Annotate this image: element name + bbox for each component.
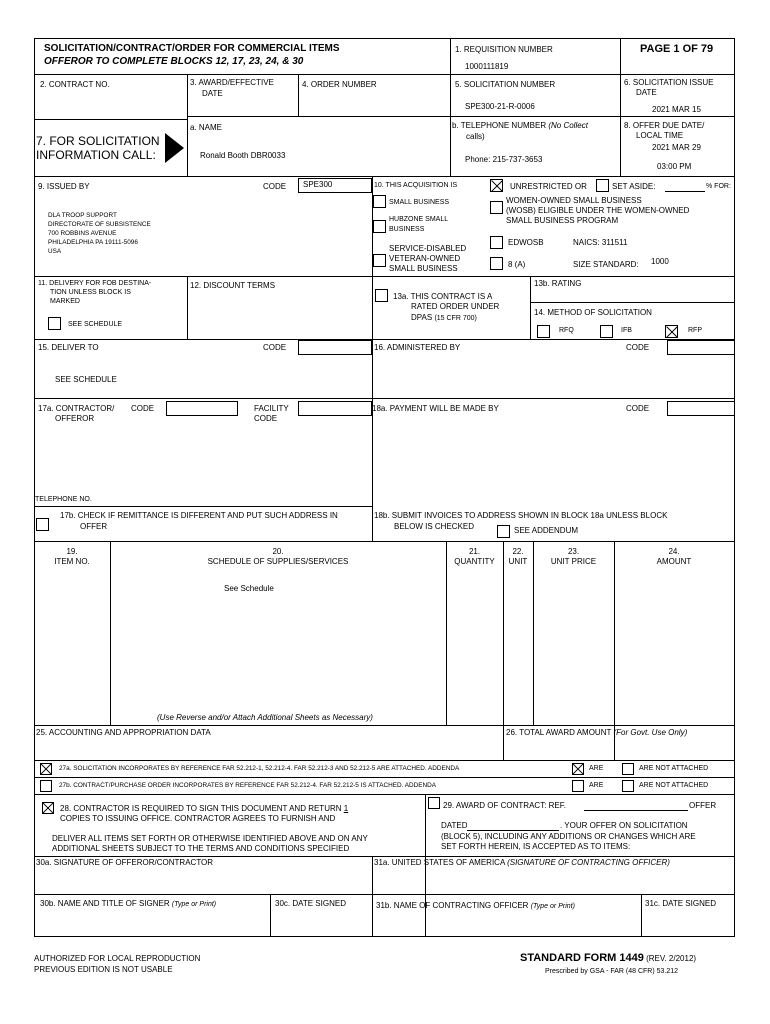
rated-order-label-2: RATED ORDER UNDER xyxy=(411,302,500,311)
requisition-value: 1000111819 xyxy=(465,62,509,71)
your-offer-label: . YOUR OFFER ON SOLICITATION xyxy=(560,821,688,830)
deliver-to-label: 15. DELIVER TO xyxy=(38,343,99,352)
remittance-label-2: OFFER xyxy=(80,522,108,531)
facility-code-label: FACILITY xyxy=(254,404,289,413)
administered-by-label: 16. ADMINISTERED BY xyxy=(374,343,461,352)
award-date-label-2: DATE xyxy=(202,89,223,98)
sdvosb-label: SERVICE-DISABLED xyxy=(389,244,467,253)
col-schedule: SCHEDULE OF SUPPLIES/SERVICES xyxy=(207,557,349,566)
offer-due-time: 03:00 PM xyxy=(657,162,692,171)
issued-by-code-value: SPE300 xyxy=(303,180,333,189)
contractor-code-label: CODE xyxy=(131,404,155,413)
solicitation-number-label: 5. SOLICITATION NUMBER xyxy=(455,80,556,89)
issuer-address-line-4: PHILADELPHIA PA 19111-5096 xyxy=(48,239,138,246)
award-contract-label: 29. AWARD OF CONTRACT: REF. xyxy=(443,801,566,810)
naics-label: NAICS: 311511 xyxy=(573,238,628,247)
page-number: PAGE 1 OF 79 xyxy=(640,43,714,55)
telephone-label xyxy=(452,121,588,130)
signer-name-label xyxy=(40,899,216,909)
col-unit-price: UNIT PRICE xyxy=(550,557,597,566)
see-addendum-checkbox[interactable] xyxy=(497,525,510,538)
dpas-note: (15 CFR 700) xyxy=(434,315,477,322)
clause-27a-not-label: ARE NOT ATTACHED xyxy=(639,765,709,772)
eight-a-checkbox[interactable] xyxy=(490,257,503,270)
telephone-no-label: TELEPHONE NO. xyxy=(35,496,92,503)
rfp-checkbox[interactable] xyxy=(665,325,678,338)
sdvosb-checkbox[interactable] xyxy=(373,254,386,267)
deliver-to-code-field[interactable] xyxy=(298,340,372,355)
previous-edition-note: PREVIOUS EDITION IS NOT USABLE xyxy=(34,965,173,974)
clause-27b-not-label: ARE NOT ATTACHED xyxy=(639,782,709,789)
award-ref-line xyxy=(584,810,688,811)
form-subtitle: OFFEROR TO COMPLETE BLOCKS 12, 17, 23, 24, & 30 xyxy=(44,56,304,67)
eight-a-label: 8 (A) xyxy=(508,260,526,269)
total-award-label xyxy=(506,728,687,737)
officer-name-text: 31b. NAME OF CONTRACTING OFFICER xyxy=(376,901,529,910)
acquisition-label: 10. THIS ACQUISITION IS xyxy=(374,182,458,189)
officer-name-note: (Type or Print) xyxy=(530,903,575,910)
clause-27a-are-checkbox[interactable] xyxy=(572,763,584,775)
solicitation-info-label-2: INFORMATION CALL: xyxy=(36,148,156,162)
usa-signature-text: 31a. UNITED STATES OF AMERICA xyxy=(374,858,505,867)
rated-order-label: 13a. THIS CONTRACT IS A xyxy=(393,292,493,301)
block5-label: (BLOCK 5), INCLUDING ANY ADDITIONS OR CHANGES WHICH ARE xyxy=(441,832,696,841)
col-quantity: QUANTITY xyxy=(454,557,495,566)
sdvosb-label-3: SMALL BUSINESS xyxy=(389,264,458,273)
contractor-code-field[interactable] xyxy=(166,401,238,416)
solicitation-info-label: 7. FOR SOLICITATION xyxy=(36,134,160,148)
form-revision: (REV. 2/2012) xyxy=(646,954,697,963)
deliver-to-code-label: CODE xyxy=(263,343,287,352)
award-contract-checkbox[interactable] xyxy=(428,797,440,809)
col-item-no: ITEM NO. xyxy=(54,557,90,566)
usa-signature-label xyxy=(374,858,670,867)
col-amount-num: 24. xyxy=(668,547,680,556)
wosb-label: WOMEN-OWNED SMALL BUSINESS xyxy=(506,196,642,205)
clause-27a-are-label: ARE xyxy=(589,765,604,772)
table-see-schedule: See Schedule xyxy=(224,584,274,593)
clause-27b-are-checkbox[interactable] xyxy=(572,780,584,792)
hubzone-checkbox[interactable] xyxy=(373,220,386,233)
offer-label: OFFER xyxy=(689,801,717,810)
clause-27a-not-checkbox[interactable] xyxy=(622,763,634,775)
unrestricted-checkbox[interactable] xyxy=(490,179,503,192)
small-business-checkbox[interactable] xyxy=(373,195,386,208)
delivery-label: 11. DELIVERY FOR FOB DESTINA- xyxy=(38,280,152,287)
col-item-no-num: 19. xyxy=(66,547,78,556)
set-aside-checkbox[interactable] xyxy=(596,179,609,192)
telephone-label-2: calls) xyxy=(466,132,485,141)
contractor-sign-label-2: COPIES TO ISSUING OFFICE. CONTRACTOR AGREES TO FURNISH AND xyxy=(60,814,336,823)
sdvosb-label-2: VETERAN-OWNED xyxy=(389,254,461,263)
method-label: 14. METHOD OF SOLICITATION xyxy=(534,308,652,317)
payment-label: 18a. PAYMENT WILL BE MADE BY xyxy=(372,404,499,413)
hubzone-label: HUBZONE SMALL xyxy=(389,216,449,223)
issuer-address-line-5: USA xyxy=(48,248,62,255)
date-signed-label: 30c. DATE SIGNED xyxy=(275,899,346,908)
clause-27b-checkbox[interactable] xyxy=(40,780,52,792)
invoice-label-2: BELOW IS CHECKED xyxy=(394,522,475,531)
delivery-label-2: TION UNLESS BLOCK IS xyxy=(50,289,131,296)
requisition-label: 1. REQUISITION NUMBER xyxy=(455,45,553,54)
order-number-label: 4. ORDER NUMBER xyxy=(302,80,377,89)
total-award-note: (For Govt. Use Only) xyxy=(613,728,688,737)
invoice-label: 18b. SUBMIT INVOICES TO ADDRESS SHOWN IN BLOCK 18a UNLESS BLOCK xyxy=(374,511,668,520)
facility-code-field[interactable] xyxy=(298,401,372,416)
rfq-checkbox[interactable] xyxy=(537,325,550,338)
remittance-label: 17b. CHECK IF REMITTANCE IS DIFFERENT AND PUT SUCH ADDRESS IN xyxy=(60,511,338,520)
clause-27b-label: 27b. CONTRACT/PURCHASE ORDER INCORPORATES BY REFERENCE FAR 52.212-4. FAR 52.212-5 IS ATTACHED. ADDENDA xyxy=(59,782,437,789)
small-business-label: SMALL BUSINESS xyxy=(389,199,450,206)
prescribed-by: Prescribed by GSA - FAR (48 CFR) 53.212 xyxy=(545,968,679,975)
telephone-label-text: b. TELEPHONE NUMBER xyxy=(452,121,547,130)
issuer-address-line-1: DLA TROOP SUPPORT xyxy=(48,212,117,219)
total-award-text: 26. TOTAL AWARD AMOUNT xyxy=(506,728,612,737)
see-addendum-label: SEE ADDENDUM xyxy=(514,526,579,535)
issued-by-code-label: CODE xyxy=(263,182,287,191)
deliver-to-value: SEE SCHEDULE xyxy=(55,375,117,384)
edwosb-label: EDWOSB xyxy=(508,238,544,247)
rfq-label: RFQ xyxy=(559,327,574,334)
award-date-label: 3. AWARD/EFFECTIVE xyxy=(190,78,274,87)
clause-27a-checkbox[interactable] xyxy=(40,763,52,775)
contractor-sign-text: 28. CONTRACTOR IS REQUIRED TO SIGN THIS DOCUMENT AND RETURN xyxy=(60,804,342,813)
see-schedule-label: SEE SCHEDULE xyxy=(68,321,123,328)
dated-line xyxy=(467,830,559,831)
discount-terms-label: 12. DISCOUNT TERMS xyxy=(190,281,276,290)
rated-order-label-3 xyxy=(411,313,477,323)
set-aside-percent-line xyxy=(665,191,705,192)
clause-27b-not-checkbox[interactable] xyxy=(622,780,634,792)
offeror-signature-label: 30a. SIGNATURE OF OFFEROR/CONTRACTOR xyxy=(36,858,214,867)
contractor-sign-label xyxy=(60,804,348,813)
administered-by-code-label: CODE xyxy=(626,343,650,352)
wosb-label-2: (WOSB) ELIGIBLE UNDER THE WOMEN-OWNED xyxy=(506,206,690,215)
form-number xyxy=(520,952,696,965)
col-quantity-num: 21. xyxy=(468,547,481,556)
arrow-right-icon xyxy=(165,133,184,163)
wosb-checkbox[interactable] xyxy=(490,201,503,214)
clause-27b-are-label: ARE xyxy=(589,782,604,789)
solicitation-number-value: SPE300-21-R-0006 xyxy=(465,102,535,111)
signer-name-note: (Type or Print) xyxy=(171,901,217,908)
contractor-sign-checkbox[interactable] xyxy=(42,802,54,814)
contact-name-value: Ronald Booth DBR0033 xyxy=(200,151,286,160)
rfp-label: RFP xyxy=(688,327,702,334)
rated-order-checkbox[interactable] xyxy=(375,289,388,302)
delivery-label-3: MARKED xyxy=(50,298,80,305)
officer-date-signed-label: 31c. DATE SIGNED xyxy=(645,899,716,908)
issue-date-label-2: DATE xyxy=(636,88,657,97)
copies-count: 1 xyxy=(343,804,349,813)
edwosb-checkbox[interactable] xyxy=(490,236,503,249)
issuer-address-line-2: DIRECTORATE OF SUBSISTENCE xyxy=(48,221,151,228)
size-standard-value: 1000 xyxy=(651,257,669,266)
contractor-label: 17a. CONTRACTOR/ xyxy=(38,404,115,413)
payment-code-label: CODE xyxy=(626,404,650,413)
wosb-label-3: SMALL BUSINESS PROGRAM xyxy=(506,216,619,225)
reverse-note: (Use Reverse and/or Attach Additional Sheets as Necessary) xyxy=(157,713,373,722)
hubzone-label-2: BUSINESS xyxy=(389,226,425,233)
col-amount: AMOUNT xyxy=(656,557,692,566)
form-title: SOLICITATION/CONTRACT/ORDER FOR COMMERCIAL ITEMS xyxy=(44,43,340,54)
col-unit: UNIT xyxy=(508,557,528,566)
telephone-value: Phone: 215-737-3653 xyxy=(465,155,543,164)
dated-label: DATED xyxy=(441,821,468,830)
officer-name-label xyxy=(376,901,575,911)
percent-for-label: % FOR: xyxy=(706,183,731,190)
administered-by-code-field[interactable] xyxy=(667,340,735,355)
ifb-checkbox[interactable] xyxy=(600,325,613,338)
rating-label: 13b. RATING xyxy=(534,279,582,288)
offer-due-label: 8. OFFER DUE DATE/ xyxy=(624,121,705,130)
unrestricted-label: UNRESTRICTED OR xyxy=(510,182,587,191)
ifb-label: IFB xyxy=(621,327,632,334)
set-forth-label: SET FORTH HEREIN, IS ACCEPTED AS TO ITEMS: xyxy=(441,842,631,851)
contractor-sign-label-3: DELIVER ALL ITEMS SET FORTH OR OTHERWISE IDENTIFIED ABOVE AND ON ANY xyxy=(52,834,368,843)
offer-due-date: 2021 MAR 29 xyxy=(652,143,701,152)
name-label: a. NAME xyxy=(190,123,223,132)
dpas-label: DPAS xyxy=(411,313,433,322)
remittance-checkbox[interactable] xyxy=(36,518,49,531)
facility-code-label-2: CODE xyxy=(254,414,278,423)
contractor-sign-label-4: ADDITIONAL SHEETS SUBJECT TO THE TERMS AND CONDITIONS SPECIFIED xyxy=(52,844,350,853)
form-name: STANDARD FORM 1449 xyxy=(520,952,644,964)
payment-code-field[interactable] xyxy=(667,401,735,416)
set-aside-label: SET ASIDE: xyxy=(612,182,656,191)
telephone-label-note: (No Collect xyxy=(548,121,588,130)
size-standard-label: SIZE STANDARD: xyxy=(573,260,639,269)
contract-no-label: 2. CONTRACT NO. xyxy=(40,80,110,89)
offer-due-label-2: LOCAL TIME xyxy=(636,131,684,140)
issued-by-label: 9. ISSUED BY xyxy=(38,182,90,191)
see-schedule-checkbox[interactable] xyxy=(48,317,61,330)
contractor-label-2: OFFEROR xyxy=(55,414,95,423)
signer-name-text: 30b. NAME AND TITLE OF SIGNER xyxy=(40,899,170,908)
clause-27a-label: 27a. SOLICITATION INCORPORATES BY REFERENCE FAR 52.212-1, 52.212-4. FAR 52.212-3 AND 52.212-5 ARE ATTACHED. ADDENDA xyxy=(59,765,460,772)
issuer-address-line-3: 700 ROBBINS AVENUE xyxy=(48,230,117,237)
col-schedule-num: 20. xyxy=(272,547,284,556)
accounting-label: 25. ACCOUNTING AND APPROPRIATION DATA xyxy=(36,728,211,737)
col-unit-num: 22. xyxy=(512,547,524,556)
col-unit-price-num: 23. xyxy=(567,547,580,556)
issue-date-label: 6. SOLICITATION ISSUE xyxy=(624,78,714,87)
usa-signature-note: (SIGNATURE OF CONTRACTING OFFICER) xyxy=(507,858,670,867)
authorized-reproduction: AUTHORIZED FOR LOCAL REPRODUCTION xyxy=(34,954,201,963)
issue-date-value: 2021 MAR 15 xyxy=(652,105,701,114)
